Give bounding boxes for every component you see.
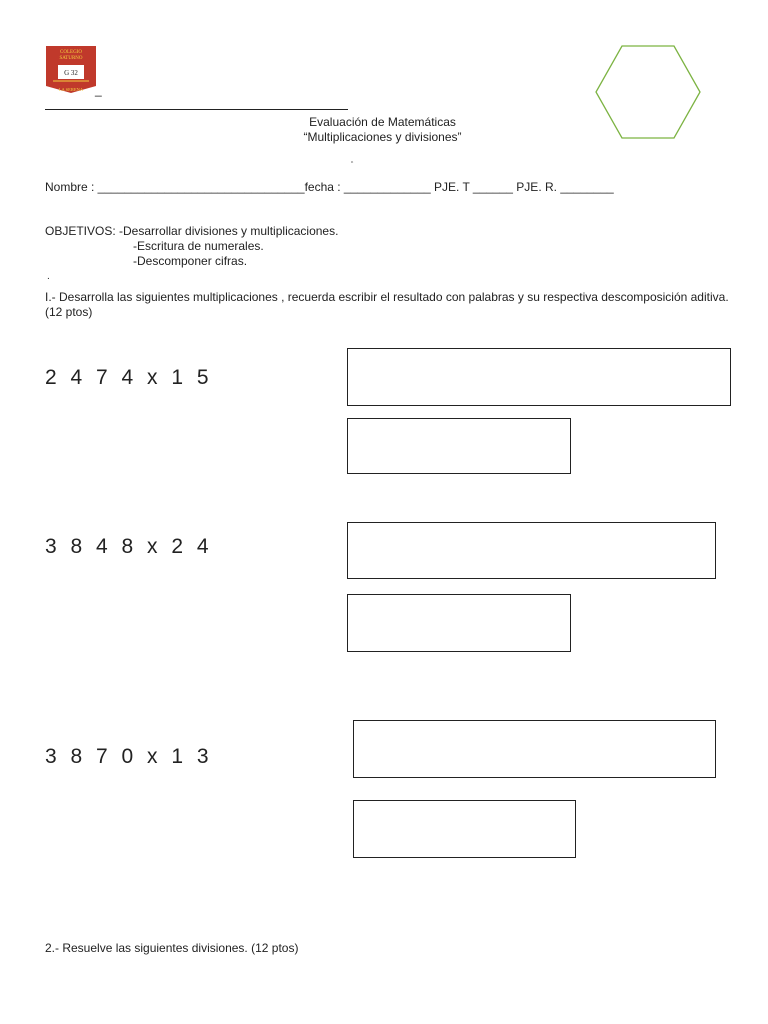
- instruction-text: I.- Desarrolla las siguientes multiplicaciones , recuerda escribir el resultado con palabras y su respectiva descomposición aditiva. (12 ptos): [45, 290, 729, 319]
- crest-line-2: SATURNO: [59, 56, 83, 61]
- crest-line-4: LA SERENA: [58, 87, 84, 92]
- crest-line-3: G 32: [64, 69, 78, 77]
- section-2-heading: 2.- Resuelve las siguientes divisiones. (12 ptos): [45, 941, 299, 955]
- student-info-line: Nombre : _______________________________fecha : _____________ PJE. T ______ PJE. R. ________: [45, 180, 614, 194]
- problem-expression: 2 4 7 4 x 1 5: [45, 366, 213, 389]
- header-rule: [45, 109, 348, 110]
- objective-item: -Descomponer cifras.: [133, 254, 248, 268]
- problem-expression: 3 8 4 8 x 2 4: [45, 535, 213, 558]
- answer-decomposition-box[interactable]: [353, 800, 576, 858]
- answer-decomposition-box[interactable]: [347, 594, 571, 652]
- stray-dot: .: [47, 271, 50, 282]
- objectives-label: OBJETIVOS: -Desarrollar divisiones y multiplicaciones.: [45, 224, 339, 238]
- answer-words-box[interactable]: [347, 348, 731, 406]
- crest-line-1: COLEGIO: [60, 50, 82, 55]
- title-line-2: “Multiplicaciones y divisiones”: [303, 130, 462, 144]
- answer-words-box[interactable]: [347, 522, 716, 579]
- page-title: [260, 115, 505, 145]
- answer-decomposition-box[interactable]: [347, 418, 571, 474]
- tiny-mark: “: [351, 161, 354, 168]
- problem-expression: 3 8 7 0 x 1 3: [45, 745, 213, 768]
- answer-words-box[interactable]: [353, 720, 716, 778]
- header-dash: _: [95, 83, 102, 97]
- school-crest-icon: [45, 45, 97, 94]
- objective-item: -Escritura de numerales.: [133, 239, 264, 253]
- hexagon-score-box: [594, 44, 702, 140]
- title-line-1: Evaluación de Matemáticas: [309, 115, 456, 129]
